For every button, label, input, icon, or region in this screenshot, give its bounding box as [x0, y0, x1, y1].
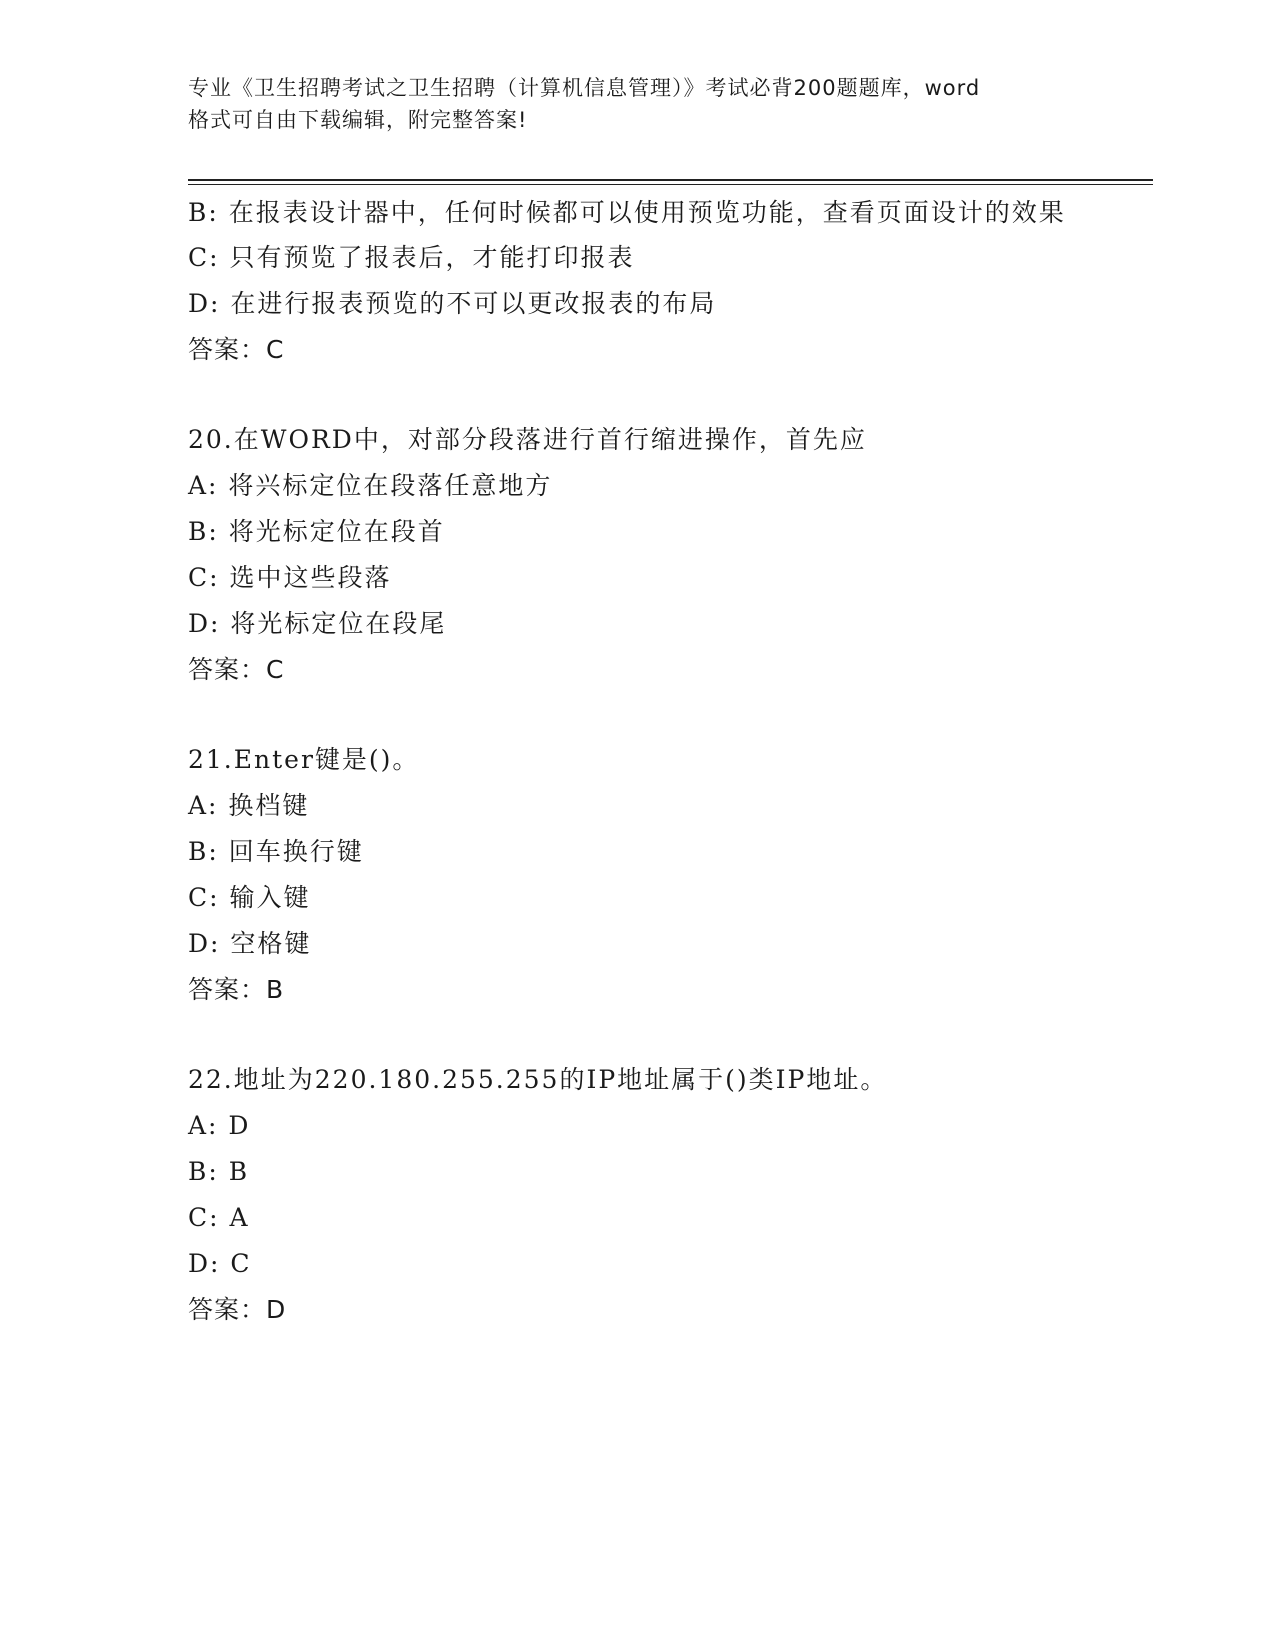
question-block-20 [188, 417, 1088, 693]
option-d: D: C [188, 1249, 252, 1278]
header-line-1: 专业《卫生招聘考试之卫生招聘（计算机信息管理）》考试必背200题题库，word [188, 76, 981, 100]
option-c: C: A [188, 1203, 250, 1232]
header-divider-thin [188, 184, 1153, 185]
question-block-21 [188, 737, 1088, 1013]
option-d: D: 将光标定位在段尾 [188, 609, 447, 638]
option-c: C: 只有预览了报表后，才能打印报表 [188, 243, 635, 272]
option-a: A: 换档键 [188, 791, 310, 820]
question-title: 21.Enter键是()。 [188, 745, 420, 774]
question-title: 20.在WORD中，对部分段落进行首行缩进操作，首先应 [188, 425, 867, 454]
document-page [188, 0, 1173, 1650]
question-title: 22.地址为220.180.255.255的IP地址属于()类IP地址。 [188, 1065, 888, 1094]
block-spacer [188, 373, 1088, 417]
header-line-2: 格式可自由下载编辑，附完整答案! [188, 108, 528, 132]
option-c: C: 选中这些段落 [188, 563, 392, 592]
block-spacer [188, 693, 1088, 737]
option-a: A: 将兴标定位在段落任意地方 [188, 471, 553, 500]
option-a: A: D [188, 1111, 251, 1140]
document-body [188, 190, 1088, 1333]
option-b: B: 回车换行键 [188, 837, 364, 866]
answer-line: 答案：D [188, 1295, 287, 1324]
option-b: B: 在报表设计器中，任何时候都可以使用预览功能，查看页面设计的效果 [188, 198, 1066, 227]
option-d: D: 在进行报表预览的不可以更改报表的布局 [188, 289, 717, 318]
option-b: B: B [188, 1157, 250, 1186]
option-d: D: 空格键 [188, 929, 312, 958]
header-divider-thick [188, 179, 1153, 181]
document-header [188, 72, 1088, 136]
answer-line: 答案：C [188, 655, 285, 684]
option-c: C: 输入键 [188, 883, 311, 912]
option-b: B: 将光标定位在段首 [188, 517, 445, 546]
question-block-22 [188, 1057, 1088, 1333]
question-block-19 [188, 190, 1088, 373]
block-spacer [188, 1013, 1088, 1057]
answer-line: 答案：B [188, 975, 285, 1004]
answer-line: 答案：C [188, 335, 285, 364]
